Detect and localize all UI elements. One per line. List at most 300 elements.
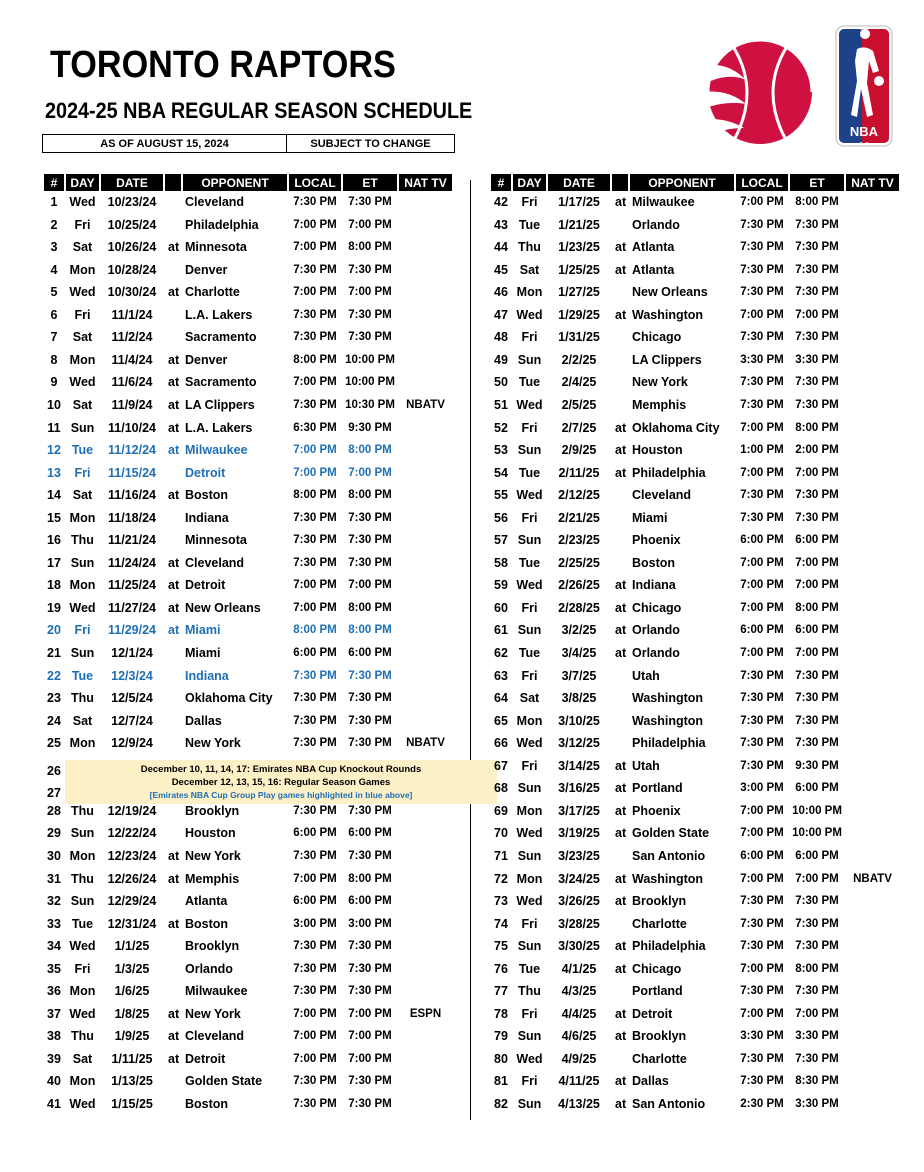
game-national-tv: [846, 1003, 899, 1025]
game-date: 3/16/25: [558, 781, 600, 796]
game-number: 51: [494, 397, 508, 412]
game-location: [615, 980, 631, 1002]
game-location: [168, 326, 184, 348]
game-day: Fri: [521, 1074, 538, 1089]
game-location: at: [615, 262, 627, 277]
game-opponent: Atlanta: [632, 240, 675, 255]
game-national-tv: [846, 1070, 899, 1092]
game-local-time: 7:30 PM: [740, 1052, 784, 1065]
game-local-time: 7:30 PM: [740, 692, 784, 705]
game-national-tv: [399, 281, 452, 303]
game-et-time: 10:30 PM: [345, 398, 395, 411]
game-date: 2/5/25: [561, 397, 597, 412]
game-row: [44, 822, 464, 844]
game-day: Tue: [518, 646, 541, 660]
game-number: 42: [494, 195, 508, 209]
game-opponent: Denver: [185, 262, 228, 277]
game-location: at: [168, 375, 180, 390]
game-local-time: 7:30 PM: [293, 962, 337, 975]
game-day: Sat: [72, 488, 93, 503]
game-row: [44, 597, 464, 619]
game-local-time: 3:30 PM: [740, 1030, 784, 1043]
game-opponent: Minnesota: [185, 533, 247, 548]
game-national-tv: [846, 462, 899, 484]
game-opponent: Miami: [632, 510, 668, 525]
game-number: 43: [494, 217, 508, 232]
game-date: 3/4/25: [561, 646, 597, 660]
game-et-time: 7:30 PM: [348, 849, 392, 862]
game-row: [44, 371, 464, 393]
game-opponent: Philadelphia: [632, 736, 706, 751]
game-day: Sun: [517, 443, 542, 458]
game-day: Mon: [516, 285, 543, 300]
game-et-time: 7:30 PM: [348, 962, 392, 975]
game-date: 10/23/24: [107, 195, 157, 209]
game-national-tv: [399, 439, 452, 461]
game-location: [615, 710, 631, 732]
game-et-time: 7:30 PM: [795, 398, 839, 411]
game-number: 5: [50, 285, 58, 300]
game-location: at: [615, 894, 627, 909]
cup-note-line2: December 12, 13, 15, 16: Regular Season Games: [171, 776, 391, 788]
game-location: [168, 1070, 184, 1092]
game-local-time: 6:00 PM: [740, 849, 784, 862]
game-et-time: 7:30 PM: [348, 556, 392, 569]
game-date: 1/21/25: [558, 217, 600, 232]
game-row: [491, 913, 911, 935]
game-date: 3/14/25: [558, 758, 600, 773]
game-national-tv: [399, 574, 452, 596]
game-local-time: 7:00 PM: [293, 444, 337, 457]
game-date: 3/7/25: [561, 668, 597, 683]
game-opponent: Brooklyn: [632, 894, 687, 909]
game-number: 70: [494, 826, 508, 841]
game-opponent: New Orleans: [632, 285, 708, 300]
game-row: [491, 529, 911, 551]
game-national-tv: [846, 597, 899, 619]
game-et-time: 8:00 PM: [348, 444, 392, 457]
game-date: 11/15/24: [108, 465, 156, 480]
game-local-time: 7:00 PM: [740, 601, 784, 614]
game-et-time: 3:30 PM: [795, 1098, 839, 1110]
game-et-time: 7:30 PM: [795, 714, 839, 727]
game-location: [168, 191, 184, 213]
game-local-time: 7:00 PM: [293, 466, 337, 479]
game-row: [491, 349, 911, 371]
game-local-time: 7:30 PM: [293, 940, 337, 953]
game-et-time: 10:00 PM: [792, 804, 842, 817]
game-row: [44, 845, 464, 867]
game-local-time: 6:00 PM: [740, 534, 784, 547]
game-local-time: 7:00 PM: [293, 579, 337, 592]
game-number: 12: [47, 443, 61, 458]
game-national-tv: [399, 710, 452, 732]
header-date: DATE: [101, 174, 163, 191]
cup-note-row-b: 27: [47, 786, 61, 800]
game-date: 11/21/24: [108, 533, 156, 548]
game-et-time: 7:30 PM: [795, 1052, 839, 1065]
game-national-tv: [846, 935, 899, 957]
game-row: [44, 1003, 464, 1025]
game-location: [615, 371, 631, 393]
game-day: Thu: [71, 533, 94, 548]
game-opponent: Orlando: [632, 646, 680, 660]
game-day: Thu: [518, 240, 541, 255]
game-day: Mon: [69, 578, 96, 593]
game-local-time: 7:30 PM: [293, 849, 337, 862]
game-number: 46: [494, 285, 508, 300]
game-row: [44, 214, 464, 236]
game-local-time: 7:30 PM: [740, 376, 784, 389]
game-opponent: Minnesota: [185, 240, 247, 255]
game-et-time: 7:30 PM: [348, 308, 392, 321]
game-date: 3/28/25: [558, 916, 600, 931]
game-et-time: 7:30 PM: [795, 286, 839, 299]
game-local-time: 6:00 PM: [740, 624, 784, 637]
game-number: 23: [47, 691, 61, 706]
game-number: 79: [494, 1029, 508, 1044]
game-number: 21: [47, 646, 61, 660]
game-location: [615, 1048, 631, 1070]
game-row: [44, 958, 464, 980]
game-number: 50: [494, 375, 508, 390]
game-location: at: [615, 240, 627, 255]
game-row: [491, 980, 911, 1002]
game-day: Sun: [70, 555, 95, 570]
game-row: [491, 1048, 911, 1070]
game-opponent: Oklahoma City: [185, 691, 273, 706]
game-et-time: 10:00 PM: [792, 827, 842, 840]
game-number: 18: [47, 578, 61, 593]
game-et-time: 7:30 PM: [348, 263, 392, 276]
game-row: [491, 1025, 911, 1047]
cup-note-line3: [Emirates NBA Cup Group Play games highlighted in blue above]: [149, 789, 413, 800]
game-location: [168, 732, 184, 754]
game-location: at: [615, 307, 627, 322]
game-local-time: 7:30 PM: [740, 895, 784, 908]
game-date: 11/1/24: [111, 307, 153, 322]
game-national-tv: [399, 326, 452, 348]
game-local-time: 7:00 PM: [293, 872, 337, 885]
game-et-time: 7:00 PM: [795, 556, 839, 569]
game-day: Sun: [517, 623, 542, 638]
game-date: 12/5/24: [111, 691, 153, 706]
game-et-time: 3:30 PM: [795, 353, 839, 366]
game-date: 3/26/25: [558, 894, 600, 909]
game-row: [44, 1048, 464, 1070]
game-national-tv: [846, 958, 899, 980]
game-day: Wed: [516, 578, 543, 593]
game-number: 69: [494, 803, 508, 818]
game-national-tv: [846, 574, 899, 596]
game-local-time: 7:30 PM: [293, 1075, 337, 1088]
game-day: Fri: [521, 1006, 538, 1021]
game-et-time: 7:30 PM: [348, 714, 392, 727]
game-number: 65: [494, 713, 508, 728]
game-date: 4/9/25: [561, 1051, 597, 1066]
game-national-tv: [399, 259, 452, 281]
game-local-time: 7:30 PM: [740, 669, 784, 682]
game-day: Sun: [70, 826, 95, 841]
game-opponent: Sacramento: [185, 375, 257, 390]
game-number: 3: [50, 240, 58, 255]
game-day: Mon: [69, 352, 96, 367]
game-opponent: Phoenix: [632, 803, 681, 818]
game-local-time: 7:30 PM: [293, 804, 337, 817]
game-national-tv: [846, 349, 899, 371]
game-location: [615, 214, 631, 236]
game-day: Fri: [521, 758, 538, 773]
game-et-time: 7:30 PM: [348, 331, 392, 344]
game-day: Wed: [69, 375, 96, 390]
game-opponent: Milwaukee: [185, 984, 248, 999]
game-location: [168, 1093, 184, 1115]
game-opponent: Portland: [632, 781, 683, 796]
game-location: at: [168, 555, 180, 570]
game-location: at: [615, 781, 627, 796]
game-opponent: Washington: [632, 713, 704, 728]
game-day: Thu: [71, 871, 94, 886]
game-row: [44, 687, 464, 709]
subject-to-change: SUBJECT TO CHANGE: [310, 137, 431, 150]
header-day: DAY: [66, 174, 99, 191]
game-day: Fri: [74, 961, 91, 976]
game-national-tv: [399, 1025, 452, 1047]
game-date: 2/11/25: [558, 465, 600, 480]
game-day: Wed: [69, 285, 96, 300]
page-subtitle: 2024-25 NBA REGULAR SEASON SCHEDULE: [45, 98, 473, 123]
game-national-tv: [399, 665, 452, 687]
game-et-time: 6:00 PM: [795, 534, 839, 547]
game-local-time: 7:30 PM: [740, 714, 784, 727]
game-row: [491, 687, 911, 709]
game-et-time: 7:30 PM: [348, 511, 392, 524]
game-number: 63: [494, 668, 508, 683]
game-day: Sun: [70, 646, 95, 660]
game-number: 35: [47, 961, 61, 976]
game-national-tv: [399, 958, 452, 980]
game-national-tv: [399, 371, 452, 393]
game-number: 53: [494, 443, 508, 458]
game-et-time: 10:00 PM: [345, 353, 395, 366]
game-row: [491, 394, 911, 416]
game-day: Wed: [69, 195, 96, 209]
game-date: 1/1/25: [114, 939, 150, 954]
game-local-time: 6:00 PM: [293, 895, 337, 908]
game-location: at: [615, 195, 627, 209]
game-day: Tue: [518, 217, 541, 232]
game-opponent: Boston: [632, 555, 676, 570]
game-national-tv: [846, 890, 899, 912]
column-divider: [470, 180, 471, 1120]
game-day: Wed: [516, 1051, 543, 1066]
game-opponent: Atlanta: [185, 894, 228, 909]
game-row: [44, 1093, 464, 1115]
game-et-time: 7:30 PM: [795, 241, 839, 254]
game-local-time: 7:30 PM: [293, 1098, 337, 1110]
game-national-tv: NBATV: [406, 398, 445, 411]
game-row: [44, 1070, 464, 1092]
game-row: [491, 326, 911, 348]
game-local-time: 7:30 PM: [293, 331, 337, 344]
game-location: at: [168, 623, 180, 638]
game-et-time: 3:00 PM: [348, 917, 392, 930]
game-national-tv: [846, 484, 899, 506]
game-national-tv: [846, 800, 899, 822]
game-location: [168, 665, 184, 687]
game-day: Sat: [72, 713, 93, 728]
game-location: at: [168, 397, 180, 412]
game-date: 2/26/25: [558, 578, 600, 593]
game-national-tv: [846, 236, 899, 258]
game-national-tv: [846, 822, 899, 844]
raptors-logo: [694, 28, 814, 152]
game-et-time: 7:30 PM: [348, 1098, 392, 1110]
game-opponent: Portland: [632, 984, 683, 999]
game-opponent: Boston: [185, 916, 229, 931]
game-opponent: Cleveland: [185, 555, 245, 570]
game-et-time: 7:30 PM: [348, 804, 392, 817]
game-day: Sun: [517, 848, 542, 863]
game-date: 10/26/24: [107, 240, 157, 255]
game-number: 68: [494, 781, 508, 796]
game-national-tv: [846, 665, 899, 687]
game-date: 10/28/24: [107, 262, 157, 277]
game-et-time: 7:30 PM: [795, 692, 839, 705]
game-date: 4/13/25: [558, 1097, 600, 1111]
game-row: [44, 935, 464, 957]
game-location: [615, 326, 631, 348]
cup-note: [65, 760, 497, 804]
game-opponent: Utah: [632, 758, 660, 773]
game-number: 78: [494, 1006, 508, 1021]
game-number: 62: [494, 646, 508, 660]
game-location: [615, 845, 631, 867]
game-et-time: 3:30 PM: [795, 1030, 839, 1043]
game-et-time: 7:30 PM: [795, 917, 839, 930]
game-row: [44, 529, 464, 551]
game-national-tv: [846, 1025, 899, 1047]
game-national-tv: [846, 439, 899, 461]
game-number: 41: [47, 1097, 61, 1111]
game-day: Wed: [69, 1006, 96, 1021]
game-row: [44, 462, 464, 484]
header-num: #: [491, 174, 511, 191]
game-local-time: 7:00 PM: [740, 647, 784, 659]
game-opponent: Chicago: [632, 600, 682, 615]
game-et-time: 8:00 PM: [348, 872, 392, 885]
game-row: [491, 371, 911, 393]
game-date: 11/12/24: [108, 443, 156, 458]
game-opponent: LA Clippers: [632, 352, 702, 367]
as-of-box: [42, 134, 455, 153]
game-date: 11/2/24: [111, 330, 153, 345]
game-number: 59: [494, 578, 508, 593]
game-date: 3/17/25: [558, 803, 600, 818]
header-date: DATE: [548, 174, 610, 191]
game-date: 11/18/24: [108, 510, 156, 525]
game-et-time: 7:30 PM: [348, 737, 392, 750]
game-local-time: 7:30 PM: [293, 263, 337, 276]
game-number: 77: [494, 984, 508, 999]
game-date: 1/17/25: [558, 195, 600, 209]
game-date: 1/3/25: [114, 961, 150, 976]
game-date: 3/30/25: [558, 939, 600, 954]
game-row: [44, 913, 464, 935]
game-day: Fri: [521, 916, 538, 931]
game-date: 11/6/24: [111, 375, 153, 390]
game-location: [168, 259, 184, 281]
game-opponent: Milwaukee: [632, 195, 695, 209]
game-day: Mon: [69, 848, 96, 863]
game-location: [615, 732, 631, 754]
game-day: Mon: [69, 736, 96, 751]
game-local-time: 8:00 PM: [293, 624, 337, 637]
game-opponent: Atlanta: [632, 262, 675, 277]
game-local-time: 7:00 PM: [293, 218, 337, 231]
game-et-time: 7:30 PM: [795, 985, 839, 998]
game-date: 10/25/24: [107, 217, 157, 232]
game-location: at: [615, 803, 627, 818]
game-location: [168, 642, 184, 664]
game-number: 58: [494, 555, 508, 570]
game-national-tv: [846, 304, 899, 326]
header-tv: NAT TV: [846, 174, 899, 191]
game-location: [168, 958, 184, 980]
game-date: 1/29/25: [558, 307, 600, 322]
game-day: Sat: [72, 330, 93, 345]
game-day: Tue: [518, 375, 541, 390]
game-row: [44, 507, 464, 529]
game-local-time: 2:30 PM: [740, 1098, 784, 1110]
game-day: Sun: [517, 352, 542, 367]
game-opponent: Phoenix: [632, 533, 681, 548]
game-opponent: Oklahoma City: [632, 420, 720, 435]
game-location: at: [615, 578, 627, 593]
game-day: Mon: [69, 984, 96, 999]
game-et-time: 6:00 PM: [795, 624, 839, 637]
header-et: ET: [790, 174, 844, 191]
game-national-tv: [846, 980, 899, 1002]
game-et-time: 6:00 PM: [795, 782, 839, 795]
game-row: [44, 236, 464, 258]
game-local-time: 7:00 PM: [740, 308, 784, 321]
game-opponent: Memphis: [632, 397, 687, 412]
game-location: [615, 349, 631, 371]
game-local-time: 7:00 PM: [740, 466, 784, 479]
game-opponent: Cleveland: [185, 195, 245, 209]
game-row: [44, 868, 464, 890]
game-location: [615, 394, 631, 416]
game-row: [491, 732, 911, 754]
game-number: 36: [47, 984, 61, 999]
game-date: 2/12/25: [558, 488, 600, 503]
game-et-time: 7:30 PM: [795, 489, 839, 502]
game-row: [491, 800, 911, 822]
game-national-tv: [846, 326, 899, 348]
game-national-tv: [846, 710, 899, 732]
game-national-tv: [399, 417, 452, 439]
game-national-tv: [846, 507, 899, 529]
game-date: 4/11/25: [558, 1074, 600, 1089]
game-day: Sat: [72, 1051, 93, 1066]
game-row: [491, 259, 911, 281]
game-location: at: [168, 1029, 180, 1044]
game-location: [615, 529, 631, 551]
game-location: at: [615, 600, 627, 615]
game-row: [44, 326, 464, 348]
game-row: [491, 214, 911, 236]
